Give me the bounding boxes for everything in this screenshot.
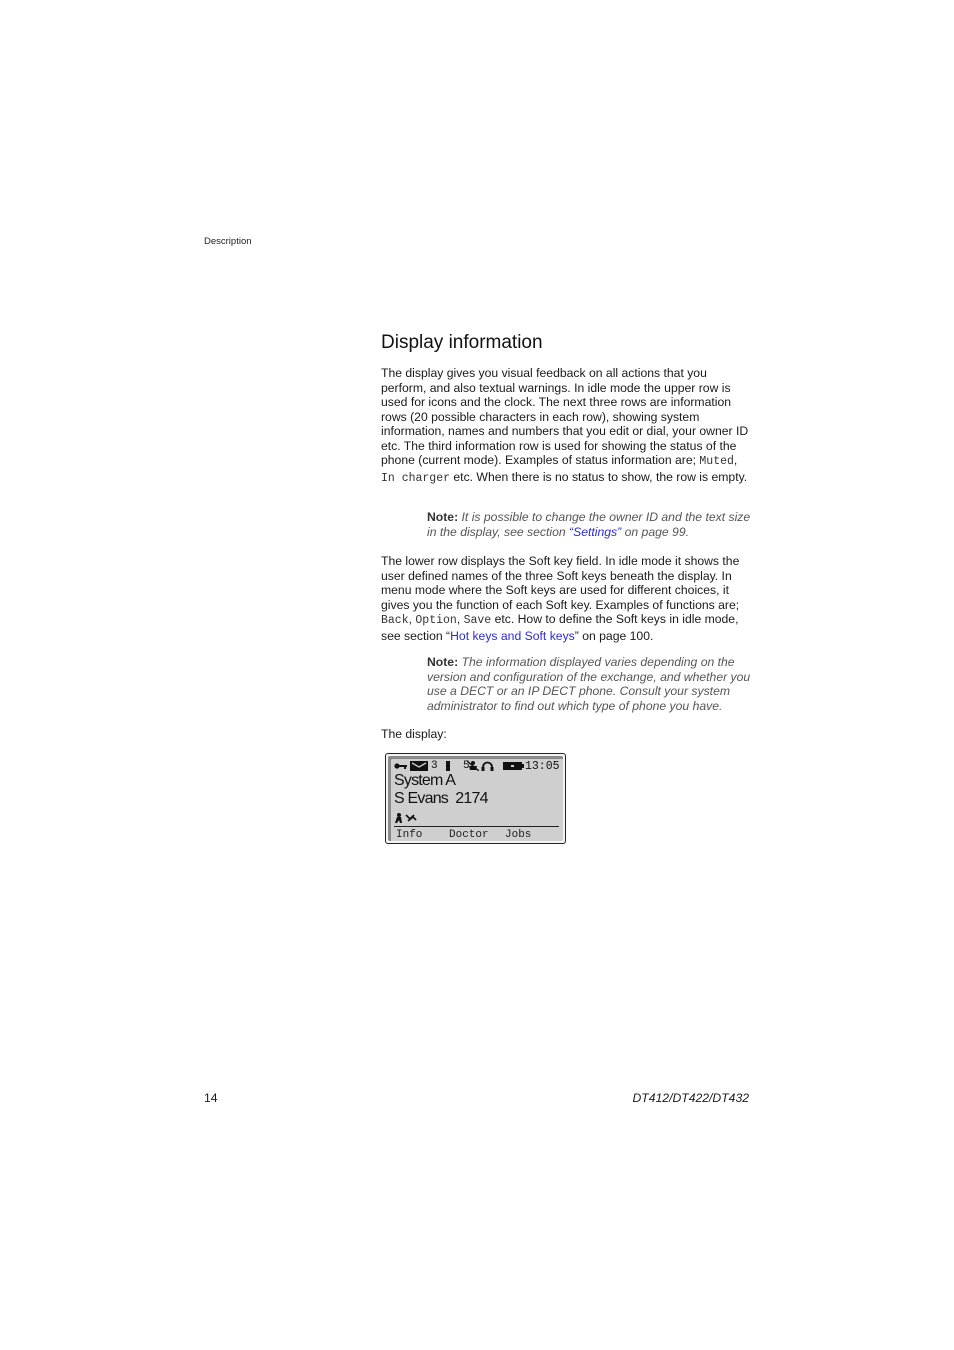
page-number: 14 xyxy=(204,1091,218,1105)
page-title: Display information xyxy=(381,332,543,353)
comma: , xyxy=(408,612,412,626)
note-label: Note: xyxy=(427,510,459,524)
comma: , xyxy=(733,453,738,467)
note-owner-id xyxy=(427,510,753,539)
softkey-jobs[interactable]: Jobs xyxy=(505,829,532,841)
paragraph-tail: ” on page 100. xyxy=(574,628,654,643)
status-number-a: 3 xyxy=(431,760,438,772)
battery-icon xyxy=(503,762,524,770)
paragraph-mid: etc. How to define the Soft keys in idle mode, see section “ xyxy=(381,612,739,643)
product-model: DT412/DT422/DT432 xyxy=(632,1091,749,1105)
phone-display-illustration xyxy=(385,753,566,844)
status-row xyxy=(394,761,564,772)
note-text: The information displayed varies depending on the version and configuration of the exchange, and whether you use a DECT or an IP DECT phone. Consult your system administrator to find out which type of phone you have. xyxy=(427,655,751,713)
display-intro: The display: xyxy=(381,727,447,741)
info-line-owner: S Evans 2174 xyxy=(394,790,488,807)
headset-icon xyxy=(481,761,494,771)
paragraph-display-feedback xyxy=(381,366,751,486)
note-tail: on page 99. xyxy=(624,524,689,539)
example-muted: Muted xyxy=(699,455,734,468)
softkey-divider xyxy=(394,826,559,827)
note-label: Note: xyxy=(427,655,459,669)
settings-link[interactable]: “Settings” xyxy=(569,524,622,539)
paragraph-tail: etc. When there is no status to show, the row is empty. xyxy=(453,469,748,484)
example-in-charger: In charger xyxy=(381,471,451,485)
note-text: It is possible to change the owner ID and the text size in the display, see section xyxy=(427,510,751,539)
note-exchange-config xyxy=(427,655,753,713)
softkey-info[interactable]: Info xyxy=(396,829,423,841)
example-option: Option xyxy=(415,614,457,627)
paragraph-text: The lower row displays the Soft key field. In idle mode it shows the user defined names of the three Soft keys beneath the display. In menu mode where the Soft keys are used for different choices, it gives you the function of each Soft key. Examples of functions are; xyxy=(381,554,740,612)
example-back: Back xyxy=(381,614,409,627)
lcd-screen xyxy=(388,756,563,841)
person-icon xyxy=(394,813,403,823)
paragraph-soft-keys xyxy=(381,554,751,643)
info-line-system: System A xyxy=(394,772,456,789)
message-icon xyxy=(410,761,428,771)
paragraph-text: The display gives you visual feedback on all actions that you perform, and also textual warnings. In idle mode the upper row is used for icons and the clock. The next three rows are information rows (20 possible characters in each row), showing system information, names and numbers that you edit or dial, your owner ID etc. The third information row is used for showing the status of the phone (current mode). Examples of status information are; xyxy=(381,366,749,467)
example-save: Save xyxy=(463,614,492,627)
silent-icon xyxy=(467,761,479,771)
clock: 13:05 xyxy=(525,760,560,773)
comma: , xyxy=(456,612,461,626)
softkey-doctor[interactable]: Doctor xyxy=(449,829,489,841)
status-number-b: 5 xyxy=(463,760,470,772)
signal-bar-icon xyxy=(446,761,450,771)
divert-icon xyxy=(405,814,417,822)
key-icon xyxy=(394,763,407,769)
hot-keys-link[interactable]: Hot keys and Soft keys xyxy=(450,628,575,643)
section-header: Description xyxy=(204,236,252,247)
